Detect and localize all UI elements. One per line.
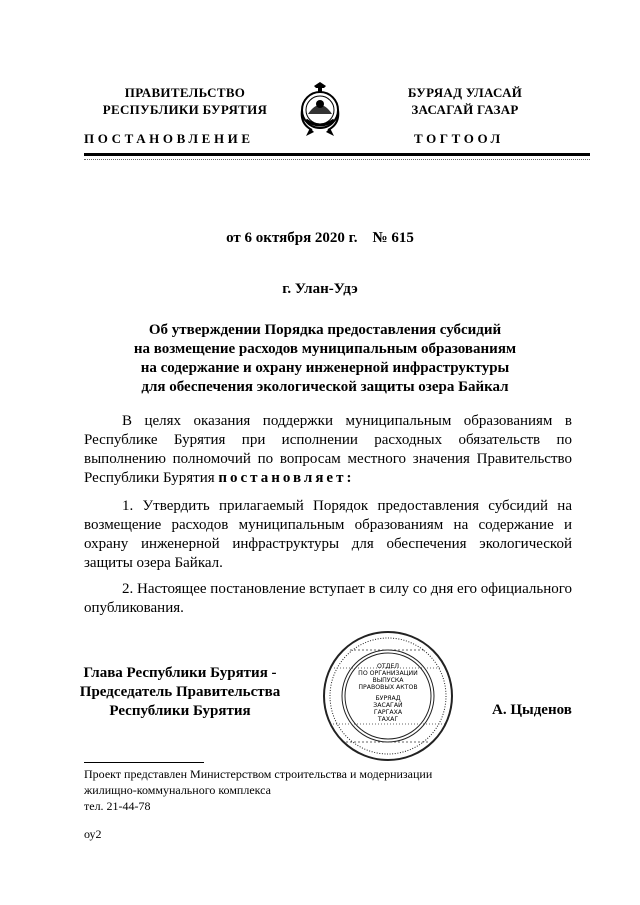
stamp-line-4: ПРАВОВЫХ АКТОВ bbox=[358, 684, 418, 691]
title-line-1: Об утверждении Порядка предоставления субсидий bbox=[148, 322, 502, 338]
header-right-line2: ЗАСАГАЙ ГАЗАР bbox=[411, 102, 519, 117]
coat-of-arms-icon bbox=[296, 80, 344, 138]
stamp-line-2: ПО ОРГАНИЗАЦИИ bbox=[358, 670, 418, 677]
document-title bbox=[80, 321, 570, 397]
preamble-paragraph bbox=[84, 412, 572, 488]
stamp-graphic bbox=[320, 628, 456, 764]
footer-phone: тел. 21-44-78 bbox=[84, 799, 151, 813]
title-line-4: для обеспечения экологической защиты озера Байкал bbox=[141, 379, 509, 395]
header-right bbox=[365, 84, 565, 118]
item-1-paragraph: 1. Утвердить прилагаемый Порядок предоставления субсидий на возмещение расходов муниципальным образованиям на содержание и охрану инженерной инфраструктуры для обеспечения экологической защиты озера Байкал. bbox=[84, 498, 572, 571]
signatory-name: А. Цыденов bbox=[492, 702, 572, 718]
stamp-line-7: ГАРГАХА bbox=[373, 709, 403, 716]
footer-line-2: жилищно-коммунального комплекса bbox=[84, 783, 271, 797]
header-left-line2: РЕСПУБЛИКИ БУРЯТИЯ bbox=[102, 102, 268, 117]
city: г. Улан-Удэ bbox=[282, 281, 358, 297]
position-line-3: Республики Бурятия bbox=[109, 703, 251, 719]
coat-of-arms-graphic bbox=[296, 80, 344, 138]
title-line-2: на возмещение расходов муниципальным образованиям bbox=[133, 341, 517, 357]
stamp-line-6: ЗАСАГАЙ bbox=[373, 702, 403, 709]
stamp-line-8: ТАХАГ bbox=[377, 716, 399, 723]
item-2-paragraph: 2. Настоящее постановление вступает в силу со дня его официального опубликования. bbox=[84, 581, 572, 616]
official-stamp bbox=[320, 628, 456, 764]
header-thick-rule bbox=[84, 153, 590, 156]
position-line-1: Глава Республики Бурятия - bbox=[83, 665, 277, 681]
preamble-text: В целях оказания поддержки муниципальным образованиям в Республике Бурятия при исполнении расходных обязательств по выполнению полномочий по вопросам местного значения Правительство Республики Бурятия bbox=[84, 413, 572, 486]
preamble-emphasis: постановляет: bbox=[218, 470, 355, 486]
title-line-3: на содержание и охрану инженерной инфраструктуры bbox=[140, 360, 510, 376]
footer-code: оу2 bbox=[84, 827, 102, 841]
signature-position bbox=[70, 664, 290, 721]
stamp-line-3: ВЫПУСКА bbox=[372, 677, 404, 684]
header-left bbox=[70, 84, 300, 118]
date-number: от 6 октября 2020 г. № 615 bbox=[226, 230, 414, 246]
doctype-right: ТОГТООЛ bbox=[414, 131, 504, 146]
doctype-left: ПОСТАНОВЛЕНИЕ bbox=[84, 131, 254, 146]
header-left-line1: ПРАВИТЕЛЬСТВО bbox=[124, 85, 246, 100]
stamp-line-1: ОТДЕЛ bbox=[376, 663, 400, 670]
footer-line-1: Проект представлен Министерством строительства и модернизации bbox=[84, 767, 433, 781]
stamp-line-5: БУРЯАД bbox=[375, 695, 401, 702]
header-right-line1: БУРЯАД УЛАСАЙ bbox=[407, 85, 523, 100]
position-line-2: Председатель Правительства bbox=[79, 684, 281, 700]
footer-note bbox=[84, 766, 564, 814]
footer-rule bbox=[84, 762, 204, 763]
header-thin-rule bbox=[84, 159, 590, 160]
